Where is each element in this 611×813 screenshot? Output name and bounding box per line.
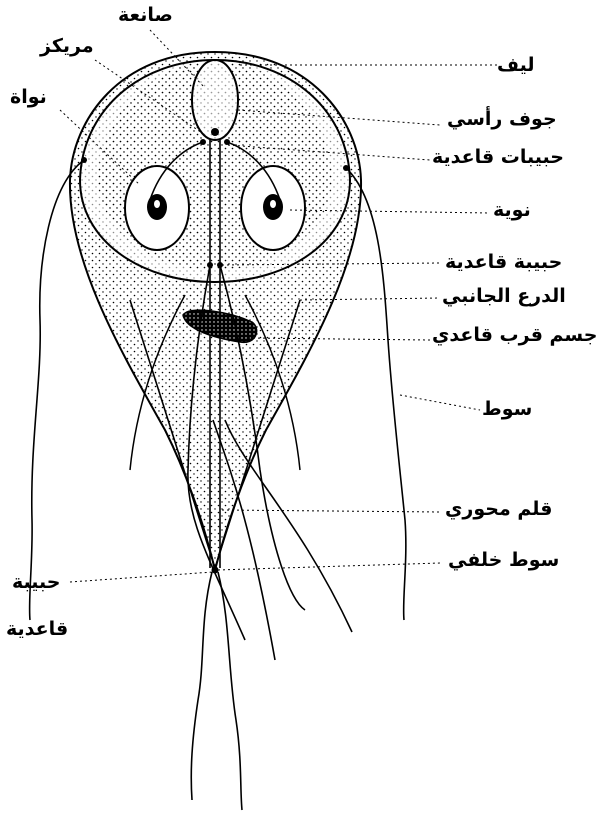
label-markaz: مريكز [40, 35, 94, 57]
label-habibat-qaidiya: حبيبات قاعدية [432, 146, 564, 168]
label-leef: ليف [497, 54, 535, 76]
label-jism-qurb-qaidi: جسم قرب قاعدي [432, 324, 598, 346]
label-nuwaya: نوية [493, 199, 531, 221]
label-qalam-mihwari: قلم محوري [445, 498, 553, 520]
label-sani-a: صانعة [118, 4, 173, 26]
label-habiba-bottom-1: حبيبة [12, 571, 61, 593]
label-jawf-rasi: جوف رأسي [447, 108, 557, 130]
label-dir-janibi: الدرع الجانبي [442, 285, 566, 307]
label-habiba-qaidiya: حبيبة قاعدية [445, 251, 563, 273]
label-habiba-bottom-2: قاعدية [6, 618, 69, 640]
label-sawt: سوط [482, 398, 533, 420]
basal-granule-top [211, 128, 219, 136]
label-nawat: نواة [10, 86, 47, 108]
label-sawt-khalfi: سوط خلفي [448, 549, 560, 571]
